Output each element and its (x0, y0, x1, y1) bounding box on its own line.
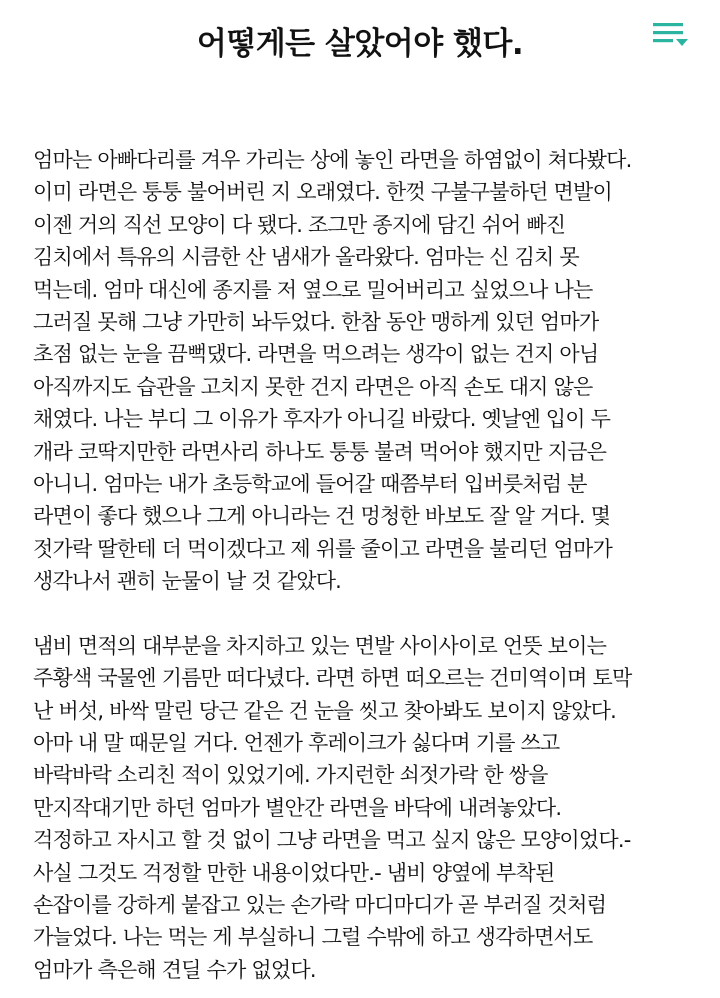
text-line: 난 버섯, 바싹 말린 당근 같은 건 눈을 씻고 찾아봐도 보이지 않았다. (33, 698, 617, 723)
text-line: 사실 그것도 걱정할 만한 내용이었다만.- 냄비 양옆에 부착된 (33, 860, 555, 885)
text-line: 손잡이를 강하게 붙잡고 있는 손가락 마디마디가 곧 부러질 것처럼 (33, 892, 607, 917)
story-content (33, 144, 708, 986)
list-menu-icon (650, 20, 690, 50)
text-line: 가늘었다. 나는 먹는 게 부실하니 그럴 수밖에 하고 생각하면서도 (33, 925, 593, 950)
text-line: 이젠 거의 직선 모양이 다 됐다. 조그만 종지에 담긴 쉬어 빠진 (33, 212, 566, 237)
text-line: 바락바락 소리친 적이 있었기에. 가지런한 쇠젓가락 한 쌍을 (33, 763, 548, 788)
text-line: 아마 내 말 때문일 거다. 언젠가 후레이크가 싫다며 기를 쓰고 (33, 731, 560, 756)
text-line: 생각나서 괜히 눈물이 날 것 같았다. (33, 569, 342, 594)
text-line: 라면이 좋다 했으나 그게 아니라는 건 멍청한 바보도 잘 알 거다. 몇 (33, 504, 611, 529)
text-line: 만지작대기만 하던 엄마가 별안간 라면을 바닥에 내려놓았다. (33, 795, 562, 820)
paragraph-gap (33, 597, 708, 629)
text-line: 엄마가 측은해 견딜 수가 없었다. (33, 957, 316, 982)
text-line: 엄마는 아빠다리를 겨우 가리는 상에 놓인 라면을 하염없이 쳐다봤다. (33, 148, 632, 172)
text-line: 주황색 국물엔 기름만 떠다녔다. 라면 하면 떠오르는 건미역이며 토막 (33, 666, 632, 691)
text-line: 초점 없는 눈을 끔뻑댔다. 라면을 먹으려는 생각이 없는 건지 아님 (33, 342, 599, 367)
menu-button[interactable] (650, 20, 690, 50)
text-line: 먹는데. 엄마 대신에 종지를 저 옆으로 밀어버리고 싶었으나 나는 (33, 277, 593, 302)
text-line: 개라 코딱지만한 라면사리 하나도 퉁퉁 불려 먹어야 했지만 지금은 (33, 439, 607, 464)
text-line: 젓가락 딸한테 더 먹이겠다고 제 위를 줄이고 라면을 불리던 엄마가 (33, 536, 612, 561)
text-line: 이미 라면은 퉁퉁 불어버린 지 오래였다. 한껏 구불구불하던 면발이 (33, 180, 612, 205)
text-line: 냄비 면적의 대부분을 차지하고 있는 면발 사이사이로 언뜻 보이는 (33, 633, 607, 658)
text-line: 그러질 못해 그냥 가만히 놔두었다. 한참 동안 맹하게 있던 엄마가 (33, 309, 599, 334)
page-title: 어떻게든 살았어야 했다. (196, 26, 524, 62)
story-paragraph (33, 630, 708, 986)
header-bar (0, 0, 720, 90)
text-line: 아니니. 엄마는 내가 초등학교에 들어갈 때쯤부터 입버릇처럼 분 (33, 471, 587, 496)
text-line: 채였다. 나는 부디 그 이유가 후자가 아니길 바랐다. 옛날엔 입이 두 (33, 407, 611, 432)
text-line: 아직까지도 습관을 고치지 못한 건지 라면은 아직 손도 대지 않은 (33, 374, 593, 399)
text-line: 김치에서 특유의 시큼한 산 냄새가 올라왔다. 엄마는 신 김치 못 (33, 245, 579, 270)
text-line: 걱정하고 자시고 할 것 없이 그냥 라면을 먹고 싶지 않은 모양이었다.- (33, 828, 631, 853)
story-paragraph (33, 144, 708, 597)
